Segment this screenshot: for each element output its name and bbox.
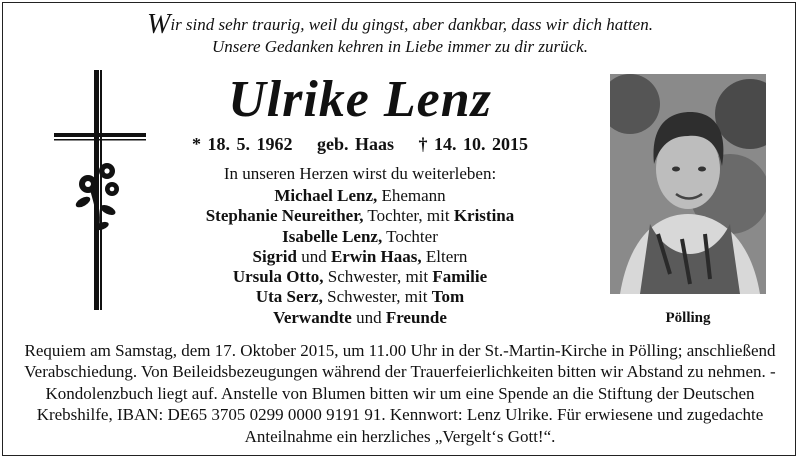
mourner-name: Sigrid [252,246,297,266]
mourner-line [150,287,570,307]
mourner-line [150,267,570,287]
mourner-relation: Tochter [382,226,438,246]
mourner-line [150,227,570,247]
motto-line-1-text: ir sind sehr traurig, weil du gingst, aber dankbar, dass wir dich hatten. [170,15,653,34]
mourner-name: Isabelle Lenz, [282,226,383,246]
requiem-text: Requiem am Samstag, dem 17. Oktober 2015, um 11.00 Uhr in der St.-Martin-Kirche in Pölling; anschließend Verabschiedung. Von Beileidsbezeugungen während der Trauerfeierlichkeiten bitten wir Abstand zu nehmen. - Kondolenzbuch liegt auf. Anstelle von Blumen bitten wir um eine Spende an die Stiftung der Deutschen Krebshilfe, IBAN: DE65 3705 0299 0000 9191 91. Kennwort: Lenz Ulrike. Für erwiesene und zugedachte Anteilnahme ein herzliches „Vergelt‘s Gott!“. [24,341,776,446]
mourners-list [150,186,570,328]
life-dates [150,132,570,156]
mourner-line [150,186,570,206]
mourner-name: Verwandte [273,307,352,327]
portrait-photo [610,74,766,294]
mourner-relation: Eltern [421,246,468,266]
mourner-name: Ursula Otto, [232,267,324,287]
mourner-name: Michael Lenz, [274,186,378,205]
mourner-relation: und [351,307,386,327]
mourner-line [150,206,570,226]
motto [0,9,800,58]
mourner-relation: Schwester, mit [322,287,432,307]
mourner-relation: Tochter, mit [363,206,454,226]
mourner-line [150,247,570,267]
mourners-intro: In unseren Herzen wirst du weiterleben: [223,164,497,183]
maiden-name: geb. Haas [316,134,394,154]
mourner-relation: und [296,246,331,266]
portrait-illustration [610,74,766,294]
birth-date: * 18. 5. 1962 [191,134,293,154]
mourner-relation: Schwester, mit [323,267,433,287]
mourner-name: Uta Serz, [255,287,323,307]
motto-initial: W [147,9,171,40]
motto-line-2: Unsere Gedanken kehren in Liebe immer zu dir zurück. [212,37,588,56]
place-name: Pölling [665,310,711,326]
mourner-name: Familie [432,267,488,287]
mourner-line [150,308,570,328]
mourner-relation: Ehemann [377,186,446,205]
mourner-name: Erwin Haas, [330,246,422,266]
mourner-name: Tom [431,287,465,307]
motto-line-1 [0,9,800,40]
death-date: † 14. 10. 2015 [418,134,528,154]
mourner-name: Freunde [385,307,447,327]
mourner-name: Stephanie Neureither, [205,206,364,226]
deceased-name: Ulrike Lenz [228,71,492,128]
cross-with-roses-icon [50,70,150,310]
mourner-name: Kristina [453,206,515,226]
